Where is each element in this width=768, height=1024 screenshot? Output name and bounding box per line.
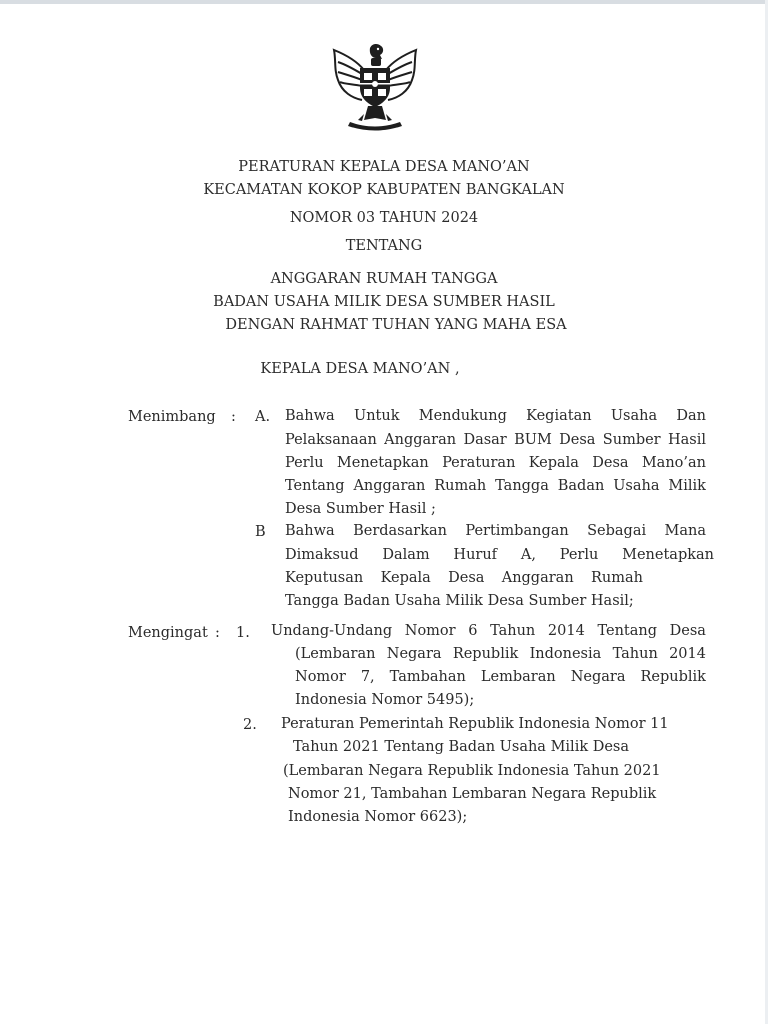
- mengingat-2-line-1: Peraturan Pemerintah Republik Indonesia Nomor 11: [281, 716, 669, 732]
- menimbang-b-line-2: Dimaksud Dalam Huruf A, Perlu Menetapkan: [285, 547, 714, 563]
- menimbang-marker-b: B: [255, 524, 266, 540]
- menimbang-a-line-2: Pelaksanaan Anggaran Dasar BUM Desa Sumber Hasil: [285, 432, 706, 448]
- mengingat-marker-2: 2.: [243, 717, 257, 733]
- mengingat-marker-1: 1.: [236, 625, 250, 641]
- mengingat-2-line-2: Tahun 2021 Tentang Badan Usaha Milik Desa: [293, 739, 630, 755]
- menimbang-marker-a: A.: [255, 409, 271, 425]
- menimbang-label: Menimbang: [128, 409, 216, 425]
- mengingat-1-line-3: Nomor 7, Tambahan Lembaran Negara Republik: [295, 669, 706, 685]
- mengingat-2-line-3: (Lembaran Negara Republik Indonesia Tahun 2021: [283, 763, 661, 779]
- menimbang-b-line-1: Bahwa Berdasarkan Pertimbangan Sebagai Mana: [285, 523, 706, 539]
- mengingat-label: Mengingat: [128, 625, 208, 641]
- mengingat-2-line-4: Nomor 21, Tambahan Lembaran Negara Republik: [288, 786, 657, 802]
- title-line-4: TENTANG: [345, 238, 423, 254]
- mengingat-1-line-4: Indonesia Nomor 5495);: [295, 692, 475, 708]
- title-line-3: NOMOR 03 TAHUN 2024: [289, 210, 479, 226]
- mengingat-colon: :: [215, 625, 220, 641]
- mengingat-2-line-5: Indonesia Nomor 6623);: [288, 809, 468, 825]
- menimbang-b-line-3: Keputusan Kepala Desa Anggaran Rumah: [285, 570, 643, 586]
- menimbang-a-line-1: Bahwa Untuk Mendukung Kegiatan Usaha Dan: [285, 408, 706, 424]
- title-line-2: KECAMATAN KOKOP KABUPATEN BANGKALAN: [203, 182, 565, 198]
- title-line-5: ANGGARAN RUMAH TANGGA: [270, 271, 498, 287]
- menimbang-a-line-4: Tentang Anggaran Rumah Tangga Badan Usaha Milik: [285, 478, 706, 494]
- scan-top-edge: [0, 0, 768, 4]
- menimbang-colon: :: [231, 409, 236, 425]
- menimbang-b-line-4: Tangga Badan Usaha Milik Desa Sumber Hasil;: [285, 593, 634, 609]
- garuda-emblem-icon: [326, 40, 424, 134]
- title-line-8: KEPALA DESA MANO’AN ,: [260, 361, 460, 377]
- menimbang-a-line-5: Desa Sumber Hasil ;: [285, 501, 436, 517]
- title-line-1: PERATURAN KEPALA DESA MANO’AN: [238, 159, 530, 175]
- title-line-6: BADAN USAHA MILIK DESA SUMBER HASIL: [213, 294, 555, 310]
- mengingat-1-line-1: Undang-Undang Nomor 6 Tahun 2014 Tentang Desa: [271, 623, 706, 639]
- menimbang-a-line-3: Perlu Menetapkan Peraturan Kepala Desa Mano’an: [285, 455, 706, 471]
- mengingat-1-line-2: (Lembaran Negara Republik Indonesia Tahun 2014: [295, 646, 706, 662]
- title-line-7: DENGAN RAHMAT TUHAN YANG MAHA ESA: [225, 317, 567, 333]
